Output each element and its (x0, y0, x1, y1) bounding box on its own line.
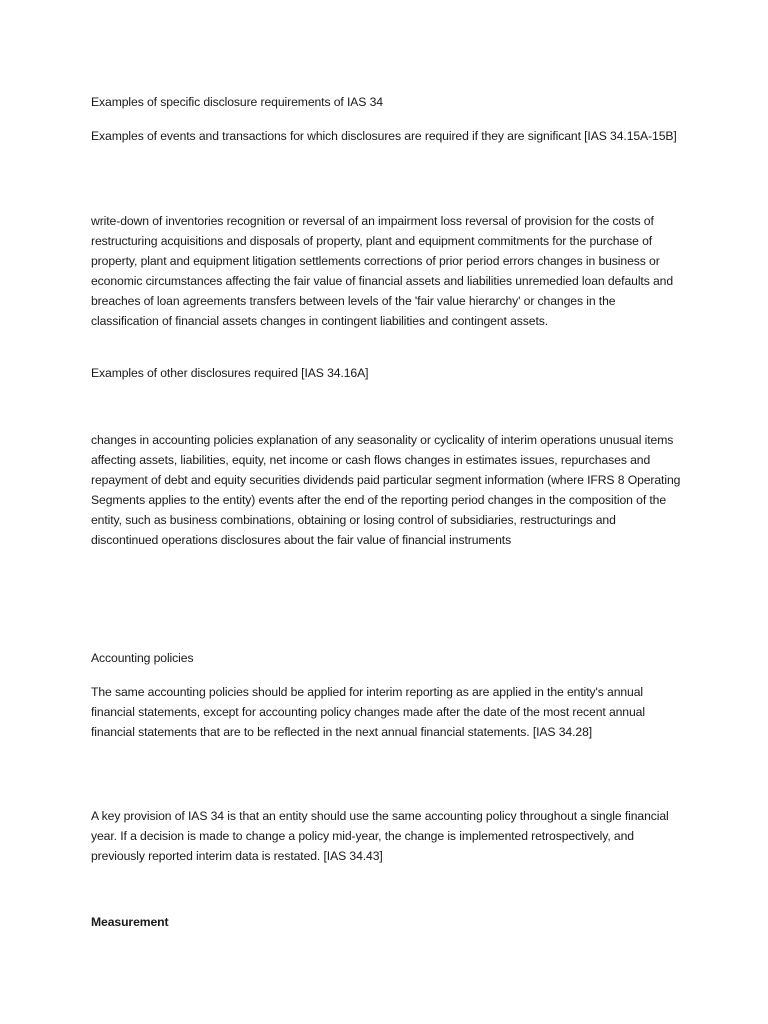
other-disclosures-list: changes in accounting policies explanation of any seasonality or cyclicality of interim operations unusual items affecting assets, liabilities, equity, net income or cash flows changes in estimates issues, repurchases and repayment of debt and equity securities dividends paid particular segment information (where IFRS 8 Operating Segments applies to the entity) events after the end of the reporting period changes in the composition of the entity, such as business combinations, obtaining or losing control of subsidiaries, restructurings and discontinued operations disclosures about the fair value of financial instruments (91, 433, 681, 547)
other-disclosures-intro: Examples of other disclosures required [IAS 34.16A] (91, 366, 369, 380)
events-list-paragraph: write-down of inventories recognition or reversal of an impairment loss reversal of provision for the costs of restructuring acquisitions and disposals of property, plant and equipment commitments for the purchase of property, plant and equipment litigation settlements corrections of prior period errors changes in business or economic circumstances affecting the fair value of financial assets and liabilities unremedied loan defaults and breaches of loan agreements transfers between levels of the 'fair value hierarchy' or changes in the classification of financial assets changes in contingent liabilities and contingent assets. (91, 214, 674, 328)
accounting-policies-paragraph: The same accounting policies should be applied for interim reporting as are applied in the entity's annual financial statements, except for accounting policy changes made after the date of the most recent annual financial statements that are to be reflected in the next annual financial statements. [IAS 34.28] (91, 685, 645, 739)
events-intro-paragraph: Examples of events and transactions for which disclosures are required if they are significant [IAS 34.15A-15B] (91, 129, 677, 143)
key-provision-paragraph: A key provision of IAS 34 is that an entity should use the same accounting policy throughout a single financial year. If a decision is made to change a policy mid-year, the change is implemented retrospectively, and previously reported interim data is restated. [IAS 34.43] (91, 809, 669, 863)
disclosure-heading: Examples of specific disclosure requirements of IAS 34 (91, 95, 383, 109)
accounting-policies-heading: Accounting policies (91, 651, 194, 665)
measurement-heading: Measurement (91, 915, 169, 929)
